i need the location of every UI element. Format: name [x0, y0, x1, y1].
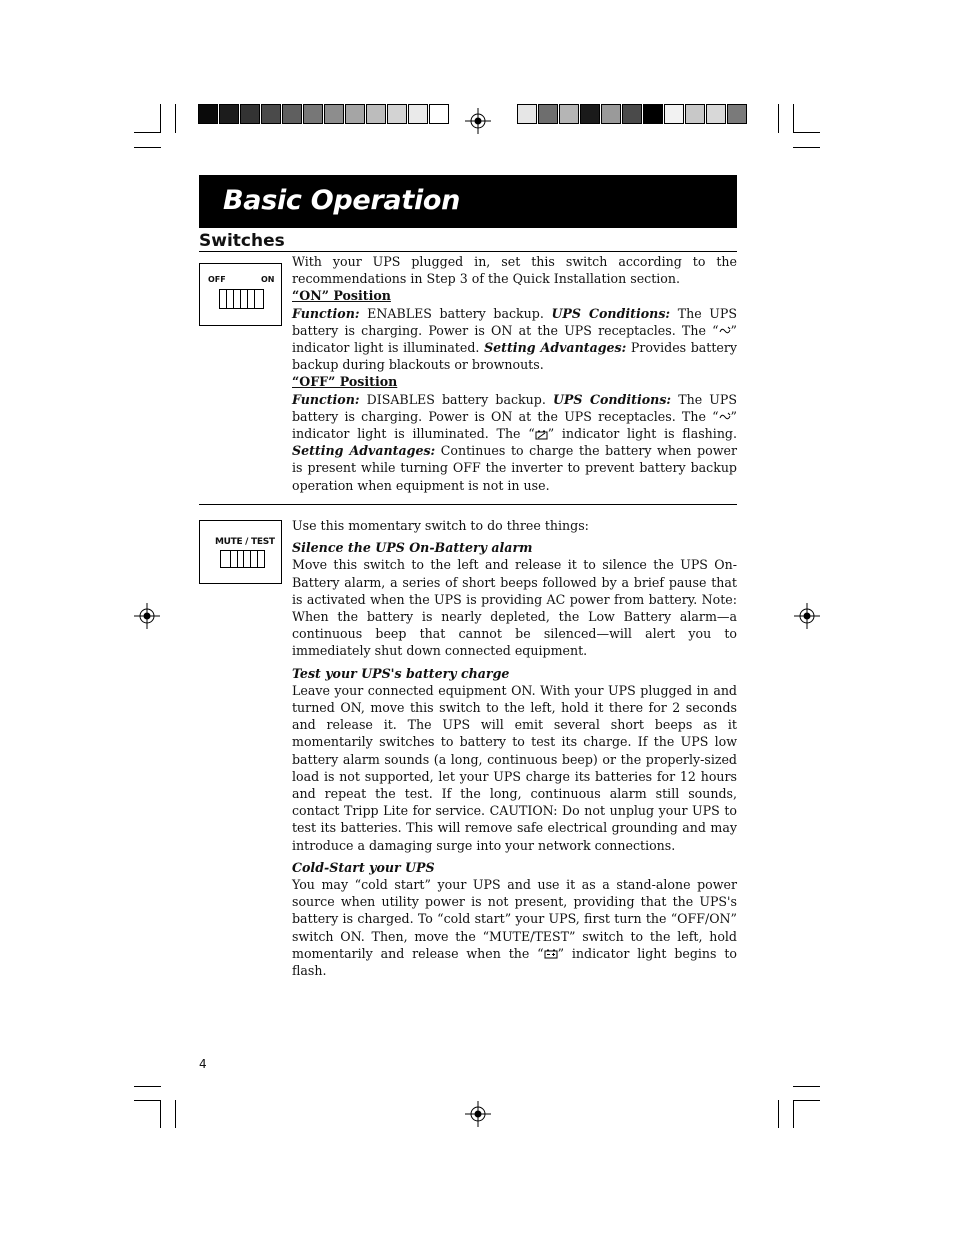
color-swatch [664, 104, 684, 124]
off-conditions-text-a: The UPS battery is charging. Power is ON at the UPS receptacles. The “ [292, 391, 737, 424]
off-conditions-text-b: ” indicator light is illuminated. The “ [292, 408, 737, 442]
registration-mark-icon [465, 1101, 491, 1127]
color-bar-left [198, 104, 450, 126]
color-swatch [727, 104, 747, 124]
test-heading: Test your UPS's battery charge [292, 665, 510, 681]
mute-test-label: MUTE / TEST [215, 537, 275, 547]
off-on-switch-graphic [219, 289, 264, 309]
on-position-heading: “ON” Position [292, 288, 391, 304]
color-swatch [559, 104, 579, 124]
color-swatch [685, 104, 705, 124]
on-advantages-text: Provides battery backup during blackouts or brownouts. [292, 340, 738, 373]
on-conditions-text-a: The UPS battery is charging. Power is ON at the UPS receptacles. The “ [292, 305, 737, 338]
test-text: Leave your connected equipment ON. With your UPS plugged in and turned ON, move this switch to the left, hold it there for 2 seconds and release it. The UPS will emit several short beeps as it momentarily switches to battery to test its charge. If the UPS low battery alarm sounds (a long, continuous beep) or the properly-sized load is not supported, let your UPS charge its batteries for 12 hours and repeat the test. If the long, continuous alarm still sounds, contact Tripp Lite for service. CAUTION: Do not unplug your UPS to test its batteries. This will remove safe electrical grounding and may introduce a damaging surge into your network connections. [292, 682, 737, 853]
color-swatch [219, 104, 239, 124]
section-heading: Switches [199, 231, 285, 251]
off-on-switch-description [292, 253, 737, 494]
mute-test-description [292, 517, 737, 979]
on-conditions-text-b: ” indicator light is illuminated. [292, 322, 737, 356]
color-swatch [282, 104, 302, 124]
mute-test-switch-illustration [199, 520, 282, 584]
page-title: Basic Operation [223, 185, 461, 216]
color-swatch [622, 104, 642, 124]
silence-heading: Silence the UPS On-Battery alarm [292, 540, 533, 556]
silence-text: Move this switch to the left and release it to silence the UPS On-Battery alarm, a series of short beeps followed by a brief pause that is activated when the UPS is providing AC power from battery. Note: When the battery is nearly depleted, the Low Battery alarm—a continuous beep that cannot be silenced—will alert you to immediately shut down connected equipment. [292, 557, 737, 659]
registration-mark-icon [465, 108, 491, 134]
off-on-intro: With your UPS plugged in, set this switch according to the recommendations in Step 3 of the Quick Installation section. [292, 254, 737, 287]
color-swatch [429, 104, 449, 124]
off-on-switch-illustration [199, 263, 282, 326]
off-position-heading: “OFF” Position [292, 374, 398, 390]
color-swatch [324, 104, 344, 124]
cold-start-text-a: You may “cold start” your UPS and use it as a stand-alone power source when utility power is not present, providing that the UPS's battery is charged. To “cold start” your UPS, first turn the “OFF/ON” switch ON. Then, move the “MUTE/TEST” switch to the left, hold momentarily and release when the “ [292, 877, 737, 961]
section-divider [199, 251, 737, 252]
mute-test-switch-graphic [220, 550, 265, 568]
color-swatch [538, 104, 558, 124]
on-function-label: Function: [292, 305, 360, 321]
switch-off-label: OFF [208, 275, 226, 284]
color-swatch [387, 104, 407, 124]
color-swatch [517, 104, 537, 124]
on-function-text: ENABLES battery backup. [367, 305, 544, 321]
color-swatch [643, 104, 663, 124]
off-advantages-text: Continues to charge the battery when power is present while turning OFF the inverter to prevent battery backup operation when equipment is not in use. [292, 443, 737, 493]
off-advantages-label: Setting Advantages: [292, 443, 436, 459]
mute-test-intro: Use this momentary switch to do three things: [292, 518, 589, 533]
switch-section-divider [199, 504, 737, 505]
registration-mark-icon [134, 603, 160, 629]
ac-power-icon [719, 326, 731, 336]
switch-on-label: ON [261, 275, 275, 284]
page-title-bar [199, 175, 737, 228]
ac-power-icon [719, 412, 731, 422]
page-number: 4 [199, 1057, 207, 1071]
battery-icon [544, 949, 558, 959]
off-function-text: DISABLES battery backup. [366, 391, 546, 407]
color-swatch [240, 104, 260, 124]
color-swatch [345, 104, 365, 124]
off-conditions-text-c: ” indicator light is flashing. [547, 426, 737, 442]
off-conditions-label: UPS Conditions: [552, 391, 672, 407]
color-swatch [706, 104, 726, 124]
color-swatch [408, 104, 428, 124]
on-conditions-label: UPS Conditions: [551, 305, 671, 321]
color-swatch [366, 104, 386, 124]
color-swatch [580, 104, 600, 124]
cold-start-text-b: ” indicator light begins to flash. [292, 945, 737, 979]
off-function-label: Function: [292, 391, 360, 407]
cold-start-heading: Cold-Start your UPS [292, 859, 435, 875]
battery-flash-icon [535, 430, 548, 440]
color-swatch [198, 104, 218, 124]
color-swatch [601, 104, 621, 124]
on-advantages-label: Setting Advantages: [484, 340, 627, 356]
color-swatch [261, 104, 281, 124]
registration-mark-icon [794, 603, 820, 629]
color-bar-right [517, 104, 748, 126]
color-swatch [303, 104, 323, 124]
